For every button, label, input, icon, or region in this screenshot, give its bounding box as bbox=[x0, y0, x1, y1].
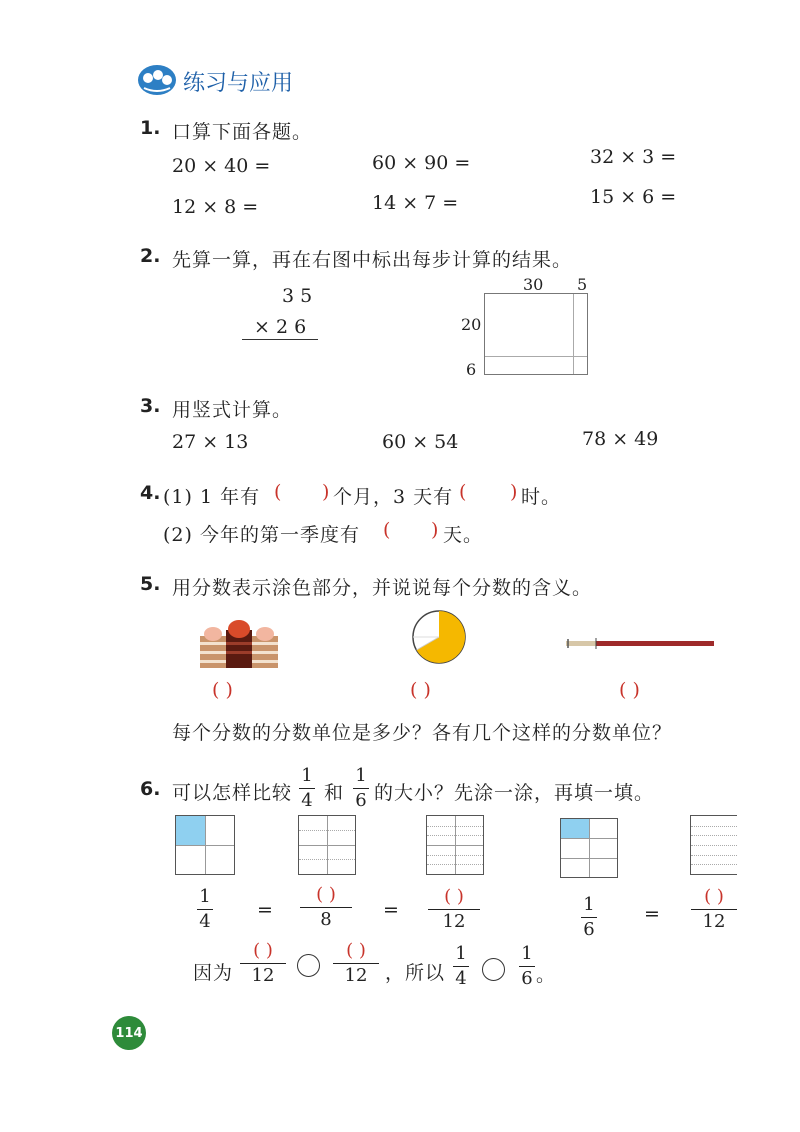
q6-end: 。 bbox=[536, 964, 557, 986]
eq-frac-twelfths-a: ( ) 12 bbox=[428, 886, 480, 933]
compare-circle-1[interactable] bbox=[297, 954, 320, 977]
q6-because: 因为 bbox=[193, 962, 234, 984]
grid-twelfths-a bbox=[426, 815, 484, 875]
eq-frac-quarter: 1 4 bbox=[197, 886, 213, 933]
q3-item-3: 78 × 49 bbox=[582, 428, 659, 450]
page-title: 练习与应用 bbox=[183, 71, 294, 96]
so-frac-quarter: 1 4 bbox=[453, 943, 469, 990]
pie-image bbox=[411, 609, 467, 669]
q1-item-3: 32 × 3 = bbox=[590, 146, 677, 168]
q5-blank-3: ( ) bbox=[619, 679, 640, 701]
eq-sign-2: = bbox=[383, 899, 399, 921]
grid-eighths bbox=[298, 815, 356, 875]
page-number: 114 bbox=[115, 1025, 143, 1041]
q4-blank-1-open: ( bbox=[274, 481, 282, 503]
q4-blank-2-open: ( bbox=[459, 481, 467, 503]
q1-item-6: 15 × 6 = bbox=[590, 186, 677, 208]
eq-frac-eighths: ( ) 8 bbox=[300, 884, 352, 931]
q4-line2-a: (2) 今年的第一季度有 bbox=[163, 524, 360, 546]
q5-number: 5. bbox=[140, 573, 161, 595]
q4-number: 4. bbox=[140, 482, 161, 504]
q3-number: 3. bbox=[140, 395, 161, 417]
q2-label-5: 5 bbox=[577, 275, 588, 294]
grid-sixths bbox=[560, 818, 618, 878]
q1-item-4: 12 × 8 = bbox=[172, 196, 259, 218]
compare-circle-2[interactable] bbox=[482, 958, 505, 981]
q6-text-a: 可以怎样比较 bbox=[172, 782, 293, 804]
q5-question: 每个分数的分数单位是多少？各有几个这样的分数单位？ bbox=[172, 722, 673, 744]
q4-line2-b: 天。 bbox=[443, 524, 484, 546]
q2-label-20: 20 bbox=[461, 315, 482, 334]
because-frac-1: ( ) 12 bbox=[240, 940, 286, 987]
grid-quarters bbox=[175, 815, 235, 875]
q6-text-b: 的大小？先涂一涂，再填一填。 bbox=[374, 782, 655, 804]
q1-item-5: 14 × 7 = bbox=[372, 192, 459, 214]
grid-twelfths-b bbox=[690, 815, 737, 875]
q6-frac-sixth: 1 6 bbox=[353, 765, 369, 812]
q4-blank-1-close: ) bbox=[322, 481, 330, 503]
q2-label-6: 6 bbox=[466, 360, 477, 379]
q6-frac-quarter: 1 4 bbox=[299, 765, 315, 812]
q2-label-30: 30 bbox=[523, 275, 544, 294]
rope-image bbox=[566, 636, 716, 655]
q4-line1-a: (1) 1 年有 bbox=[163, 486, 261, 508]
q2-mult-line bbox=[242, 339, 318, 340]
because-frac-2: ( ) 12 bbox=[333, 940, 379, 987]
q3-item-2: 60 × 54 bbox=[382, 431, 459, 453]
eq-sign-3: = bbox=[644, 903, 660, 925]
area-model-diagram bbox=[484, 293, 588, 375]
q4-line1-c: 时。 bbox=[521, 486, 562, 508]
q4-line1-b: 个月，3 天有 bbox=[333, 486, 454, 508]
eq-sign-1: = bbox=[257, 899, 273, 921]
eq-frac-twelfths-b: ( ) 12 bbox=[691, 886, 737, 933]
q4-blank-3-open: ( bbox=[383, 519, 391, 541]
q2-number: 2. bbox=[140, 245, 161, 267]
q3-item-1: 27 × 13 bbox=[172, 431, 249, 453]
so-frac-sixth: 1 6 bbox=[519, 943, 535, 990]
q2-mult-top: 3 5 bbox=[282, 285, 313, 307]
q4-blank-3-close: ) bbox=[431, 519, 439, 541]
header-logo-icon bbox=[136, 62, 178, 102]
q5-blank-1: ( ) bbox=[212, 679, 233, 701]
q1-item-2: 60 × 90 = bbox=[372, 152, 471, 174]
q4-blank-2-close: ) bbox=[510, 481, 518, 503]
eq-frac-sixth: 1 6 bbox=[581, 894, 597, 941]
q1-number: 1. bbox=[140, 117, 161, 139]
q1-item-1: 20 × 40 = bbox=[172, 155, 271, 177]
page-number-badge bbox=[112, 1016, 146, 1050]
q2-text: 先算一算，再在右图中标出每步计算的结果。 bbox=[172, 249, 573, 271]
q6-so: ，所以 bbox=[385, 962, 446, 984]
q5-blank-2: ( ) bbox=[410, 679, 431, 701]
q5-text: 用分数表示涂色部分，并说说每个分数的含义。 bbox=[172, 577, 593, 599]
q1-text: 口算下面各题。 bbox=[172, 121, 313, 143]
cake-image bbox=[200, 616, 278, 672]
q6-text-and: 和 bbox=[324, 782, 345, 804]
q6-number: 6. bbox=[140, 778, 161, 800]
q2-mult-bottom: × 2 6 bbox=[254, 316, 307, 338]
q3-text: 用竖式计算。 bbox=[172, 399, 293, 421]
